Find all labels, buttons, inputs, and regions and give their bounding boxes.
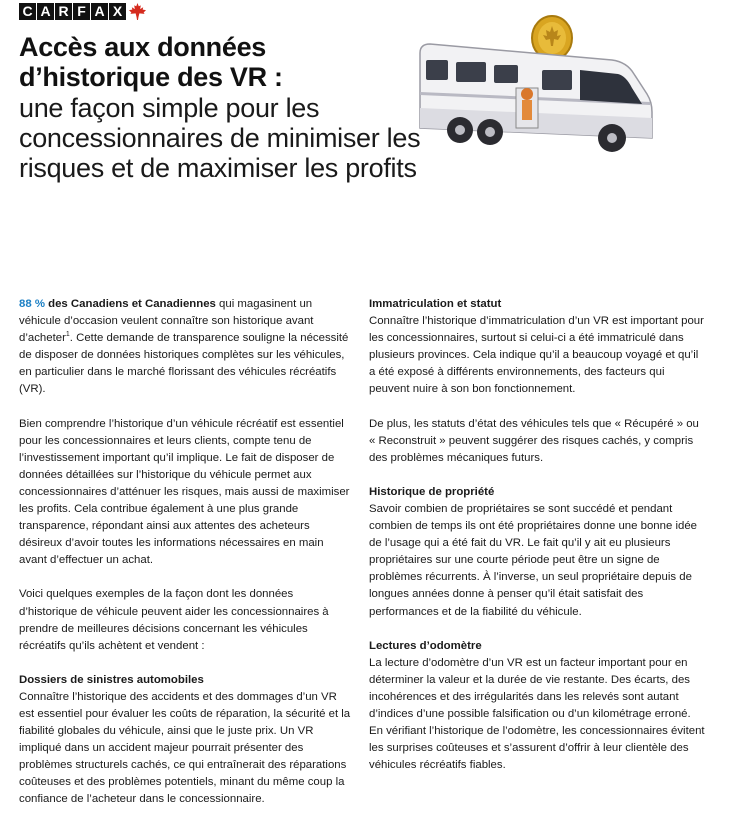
section-text-immatriculation: Connaître l’historique d’immatriculation d’un VR est important pour les concessionnaires, surtout si celui-ci a été immatriculé dans plusieurs provinces. Cela indique qu’il a beaucoup voyagé et qu’il a été exposé à différents environnements, des facteurs qui peuvent nuire à son bon fonctionnement. (369, 315, 704, 396)
title-block (19, 32, 469, 183)
logo-letter-a: A (37, 3, 54, 20)
carfax-logo (19, 3, 147, 20)
logo-letter-c: C (19, 3, 36, 20)
intro-text: qui magasinent un véhicule d’occasion veulent connaître son historique avant d’acheter (19, 298, 314, 345)
page-subtitle: une façon simple pour les concessionnaires de minimiser les risques et de maximiser les profits (19, 93, 421, 183)
footnote-ref: 1 (65, 331, 70, 339)
intro-bold: des Canadiens et Canadiennes (44, 298, 216, 310)
section-text-sinistres: Connaître l’historique des accidents et des dommages d’un VR est essentiel pour évaluer les coûts de réparation, la sécurité et la fiabilité globales du véhicule, ainsi que le juste prix. Un VR impliqué dans un accident majeur pourrait présenter des problèmes structurels cachés, ce qui entraînerait des réparations coûteuses et des problèmes potentiels, minant du même coup la confiance de l’acheteur dans le concessionnaire. (19, 690, 351, 806)
page-title-line2: d’historique des VR : (19, 62, 283, 92)
paragraph-2: Bien comprendre l’historique d’un véhicule récréatif est essentiel pour les concessionnaires et leurs clients, compte tenu de l’investissement important qu’il implique. Le fait de disposer de données détaillées sur l’historique du véhicule permet aux concessionnaires d’atténuer les risques, mais aussi de maximiser les profits. Cela contribue également à une plus grande transparence, répondant ainsi aux attentes des acheteurs désireux d’avoir toutes les informations nécessaires en main avant d’effectuer un achat. (19, 417, 350, 567)
section-heading-sinistres: Dossiers de sinistres automobiles (19, 673, 204, 686)
logo-letter-x: X (109, 3, 126, 20)
section-text-statuts: De plus, les statuts d’état des véhicules tels que « Récupéré » ou « Reconstruit » peuvent suggérer des risques cachés, y compris des problèmes mécaniques futurs. (369, 417, 699, 464)
stat-highlight: 88 % (19, 298, 45, 310)
logo-letter-r: R (55, 3, 72, 20)
logo-letter-f: F (73, 3, 90, 20)
section-heading-immatriculation: Immatriculation et statut (369, 298, 502, 310)
left-column (19, 296, 353, 826)
section-text-odometre: La lecture d’odomètre d’un VR est un facteur important pour en déterminer la valeur et la durée de vie restante. Des écarts, des incohérences et des irrégularités dans les relevés sont autant d’indices d’une possible falsification ou d’un kilométrage erroné. En vérifiant l’historique de l’odomètre, les concessionnaires évitent les surprises coûteuses et s’assurent d’offrir à leur clientèle des véhicules récréatifs fiables. (369, 656, 705, 772)
intro-paragraph (19, 296, 353, 399)
right-column (369, 296, 705, 791)
page-title-line1: Accès aux données (19, 32, 267, 62)
maple-leaf-icon (128, 3, 147, 20)
section-heading-odometre: Lectures d’odomètre (369, 639, 482, 652)
section-heading-propriete: Historique de propriété (369, 485, 495, 498)
intro-rest: . Cette demande de transparence souligne la nécessité de disposer de données historiques complètes sur les véhicules, en particulier dans le marché florissant des véhicules récréatifs (VR). (19, 332, 349, 396)
rv-coin-illustration (412, 8, 662, 168)
paragraph-3: Voici quelques exemples de la façon dont les données d’historique de véhicule peuvent aider les concessionnaires à prendre de meilleures décisions concernant les véhicules récréatifs qu’ils achètent et vendent : (19, 588, 329, 652)
section-text-propriete: Savoir combien de propriétaires se sont succédé et pendant combien de temps ils ont été propriétaires donne une bonne idée de l’usage qui a été fait du VR. Le fait qu’il y ait eu plusieurs propriétaires sur une courte période peut être un signe de problèmes récurrents. À l’inverse, un seul propriétaire depuis de longues années donne à penser qu’il était satisfait des performances et de la fiabilité du véhicule. (369, 502, 698, 618)
logo-letter-a2: A (91, 3, 108, 20)
rv-body (420, 44, 652, 152)
